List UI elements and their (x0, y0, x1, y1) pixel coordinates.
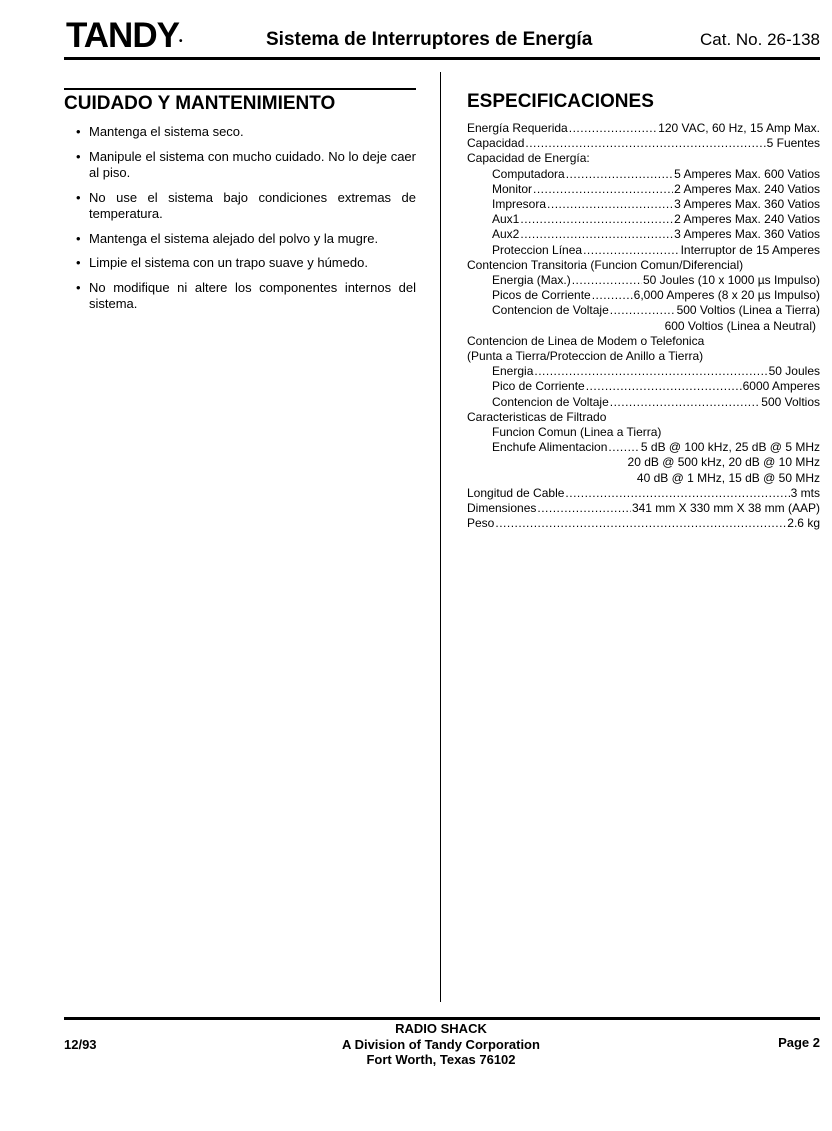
catalog-number: Cat. No. 26-138 (699, 30, 820, 49)
care-section (64, 88, 416, 321)
spec-row: Pico de Corriente ..... 6000 Amperes (467, 379, 820, 394)
spec-row: Energia ..... 50 Joules (467, 364, 820, 379)
spec-row: Energía Requerida ..... 120 VAC, 60 Hz, 15 Amp Max. (467, 121, 820, 136)
spec-group-label: Caracteristicas de Filtrado (467, 409, 607, 424)
spec-sub-label: Funcion Comun (Linea a Tierra) (492, 425, 662, 440)
spec-row: Proteccion Línea ..... Interruptor de 15 Amperes (467, 243, 820, 258)
specs-heading: ESPECIFICACIONES (467, 91, 654, 112)
company-division: A Division of Tandy Corporation (342, 1036, 540, 1052)
page-number: Page 2 (778, 1035, 820, 1050)
spec-row: Impresora ..... 3 Amperes Max. 360 Vatios (467, 197, 820, 212)
spec-row: Aux1 ..... 2 Amperes Max. 240 Vatios (467, 212, 820, 227)
list-item: • Manipule el sistema con mucho cuidado. No lo deje caer al piso. (76, 148, 416, 180)
spec-row: Contencion de Voltaje ..... 500 Voltios (467, 395, 820, 410)
spec-continuation: 40 dB @ 1 MHz, 15 dB @ 50 MHz (636, 470, 820, 485)
spec-row: Dimensiones ..... 341 mm X 330 mm X 38 mm (AAP) (467, 501, 820, 516)
spec-row: Longitud de Cable ..... 3 mts (467, 486, 820, 501)
spec-row: Aux2 ..... 3 Amperes Max. 360 Vatios (467, 227, 820, 242)
spec-continuation: 600 Voltios (Linea a Neutral) (664, 318, 816, 333)
company-address: Fort Worth, Texas 76102 (366, 1052, 516, 1067)
footer-divider (64, 1017, 820, 1020)
care-heading: CUIDADO Y MANTENIMIENTO (64, 93, 336, 114)
spec-row: Computadora ..... 5 Amperes Max. 600 Vatios (467, 167, 820, 182)
bullet-icon: • (76, 279, 81, 295)
footer-date: 12/93 (64, 1037, 97, 1052)
spec-row: Monitor ..... 2 Amperes Max. 240 Vatios (467, 182, 820, 197)
tandy-logo: TANDY• (66, 16, 182, 55)
spec-row: Enchufe Alimentacion ..... 5 dB @ 100 kHz, 25 dB @ 5 MHz (467, 440, 820, 455)
spec-row: Energia (Max.) ..... 50 Joules (10 x 1000 µs Impulso) (467, 273, 820, 288)
list-item: • No use el sistema bajo condiciones extremas de temperatura. (76, 189, 416, 221)
specs-section (467, 88, 820, 531)
company-name: RADIO SHACK (395, 1021, 487, 1036)
care-list (64, 124, 416, 313)
list-item: • Limpie el sistema con un trapo suave y húmedo. (76, 255, 368, 270)
column-divider (440, 72, 441, 1002)
page-header (64, 18, 820, 58)
list-item: • Mantenga el sistema seco. (76, 124, 244, 139)
bullet-icon: • (76, 255, 81, 270)
spec-group-label: Contencion Transitoria (Funcion Comun/Diferencial) (467, 257, 744, 272)
spec-row: Peso ..... 2.6 kg (467, 516, 820, 531)
spec-group-label: Contencion de Linea de Modem o Telefonica (467, 333, 705, 348)
spec-row: Contencion de Voltaje ..... 500 Voltios (Linea a Tierra) (467, 303, 820, 318)
bullet-icon: • (76, 230, 81, 246)
list-item: • Mantenga el sistema alejado del polvo y la mugre. (76, 230, 379, 246)
spec-continuation: 20 dB @ 500 kHz, 20 dB @ 10 MHz (627, 455, 820, 470)
footer-company (241, 1021, 641, 1068)
specs-list (467, 121, 820, 531)
spec-row: Capacidad ..... 5 Fuentes (467, 136, 820, 151)
list-item: • No modifique ni altere los componentes internos del sistema. (76, 279, 416, 311)
bullet-icon: • (76, 148, 81, 164)
bullet-icon: • (76, 189, 81, 205)
spec-group-label: (Punta a Tierra/Proteccion de Anillo a Tierra) (467, 349, 704, 364)
spec-row: Picos de Corriente ..... 6,000 Amperes (8 x 20 µs Impulso) (467, 288, 820, 303)
document-title: Sistema de Interruptores de Energía (266, 29, 593, 50)
header-divider (64, 57, 820, 60)
spec-group-label: Capacidad de Energía: (467, 151, 590, 166)
bullet-icon: • (76, 124, 81, 139)
